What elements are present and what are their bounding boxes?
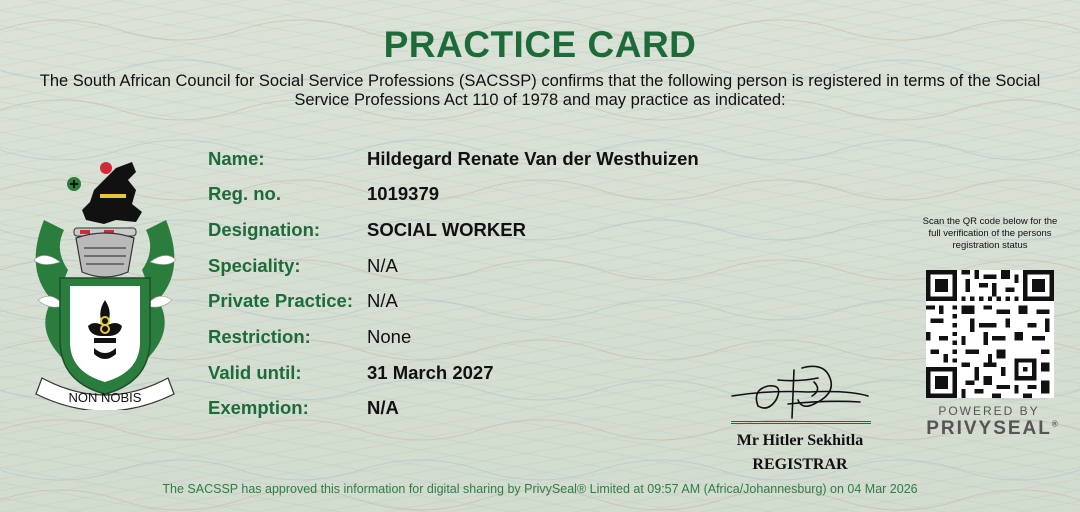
field-value-restriction: None [367,326,412,347]
registrar-title: REGISTRAR [752,456,848,473]
field-value-valid-until: 31 March 2027 [367,362,494,383]
registrar-name: Mr Hitler Sekhitla [736,432,864,449]
brand-name: PRIVYSEAL [926,418,1052,439]
page-title: PRACTICE CARD [383,24,697,65]
field-label: Valid until: [208,362,302,383]
field-label: Name: [208,148,265,169]
field-value-speciality: N/A [367,255,398,276]
field-value-reg-no: 1019379 [367,183,440,204]
signature-line [731,423,871,424]
field-label: Designation: [208,219,321,240]
sacssp-coat-of-arms-icon [24,150,186,410]
intro-statement: The South African Council for Social Service Professions (SACSSP) confirms that the following person is registered in terms of the Social Service Professions Act 110 of 1978 and may practice as indicated: [39,72,1041,109]
motto-text: NON NOBIS [68,390,142,405]
qr-instruction: Scan the QR code below for the full verification of the persons registration status [922,216,1058,251]
registrar-signature-image [728,360,873,424]
brand-registered-mark: ® [1051,419,1058,429]
field-label: Speciality: [208,255,301,276]
powered-by-label: POWERED BY [938,404,1040,418]
field-label: Restriction: [208,326,311,347]
field-label: Exemption: [208,397,309,418]
sharing-approval-footer: The SACSSP has approved this information for digital sharing by PrivySeal® Limited at 09:57 AM (Africa/Johannesburg) on 04 Mar 2026 [162,482,918,496]
field-value-private-practice: N/A [367,290,398,311]
field-value-designation: SOCIAL WORKER [367,219,526,240]
field-label: Reg. no. [208,183,281,204]
privyseal-logo [922,418,1062,440]
signature-line [731,421,871,422]
field-value-name: Hildegard Renate Van der Westhuizen [367,148,699,169]
verification-qr-code[interactable] [926,270,1054,398]
field-value-exemption: N/A [367,397,399,418]
field-label: Private Practice: [208,290,354,311]
